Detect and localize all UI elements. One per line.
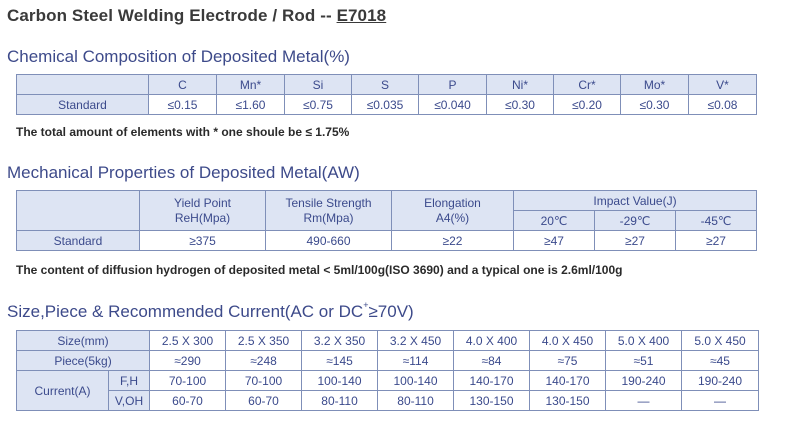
chemical-note: The total amount of elements with * one shoule be ≤ 1.75% (16, 125, 350, 139)
chemical-col: Si (285, 75, 352, 95)
piece-cell: ≈51 (606, 351, 682, 371)
piece-cell: ≈145 (302, 351, 378, 371)
size-cell: 3.2 X 350 (302, 331, 378, 351)
size-cell: 4.0 X 450 (530, 331, 606, 351)
yield-label-2: ReH(Mpa) (174, 210, 231, 225)
piece-cell: ≈75 (530, 351, 606, 371)
mechanical-cell: ≥375 (140, 231, 266, 251)
voh-cell: 80-110 (378, 391, 454, 411)
mechanical-table (16, 190, 757, 251)
chemical-cell: ≤0.20 (554, 95, 621, 115)
voh-cell: — (682, 391, 759, 411)
piece-cell: ≈114 (378, 351, 454, 371)
voh-cell: 60-70 (226, 391, 302, 411)
voh-cell: 80-110 (302, 391, 378, 411)
chemical-col: C (149, 75, 217, 95)
fh-cell: 190-240 (606, 371, 682, 391)
size-row (17, 331, 759, 351)
chemical-cell: ≤0.040 (419, 95, 487, 115)
chemical-cell: ≤0.30 (621, 95, 689, 115)
fh-cell: 70-100 (226, 371, 302, 391)
chemical-col: Ni* (487, 75, 554, 95)
fh-label: F,H (109, 371, 150, 391)
size-cell: 3.2 X 450 (378, 331, 454, 351)
yield-label-1: Yield Point (174, 195, 231, 210)
impact-header: Impact Value(J) (514, 191, 757, 211)
mechanical-heading: Mechanical Properties of Deposited Metal(AW) (7, 163, 360, 182)
voh-label: V,OH (109, 391, 150, 411)
size-heading (7, 302, 414, 322)
impact-temp: 20℃ (514, 211, 595, 231)
size-cell: 2.5 X 350 (226, 331, 302, 351)
tensile-header (266, 191, 392, 231)
chemical-cell: ≤0.15 (149, 95, 217, 115)
piece-row (17, 351, 759, 371)
fh-cell: 140-170 (530, 371, 606, 391)
mechanical-cell: ≥22 (392, 231, 514, 251)
page-title (7, 6, 386, 26)
chemical-col: V* (689, 75, 757, 95)
chemical-col: Mo* (621, 75, 689, 95)
chemical-cell: ≤0.035 (352, 95, 419, 115)
title-prefix: Carbon Steel Welding Electrode / Rod -- (7, 6, 337, 25)
chemical-cell: ≤0.08 (689, 95, 757, 115)
mechanical-cell: ≥27 (595, 231, 676, 251)
elongation-label-1: Elongation (424, 195, 481, 210)
mechanical-note: The content of diffusion hydrogen of deposited metal < 5ml/100g(ISO 3690) and a typical one is 2.6ml/100g (16, 263, 623, 277)
size-cell: 4.0 X 400 (454, 331, 530, 351)
mechanical-cell: ≥27 (676, 231, 757, 251)
chemical-cell: ≤0.30 (487, 95, 554, 115)
chemical-cell: ≤0.75 (285, 95, 352, 115)
elongation-label-2: A4(%) (435, 210, 470, 225)
mechanical-header-row (17, 191, 757, 211)
chemical-col: Mn* (217, 75, 285, 95)
title-code: E7018 (336, 6, 387, 25)
elongation-header (392, 191, 514, 231)
chemical-standard-row (17, 95, 757, 115)
voh-cell: — (606, 391, 682, 411)
fh-cell: 100-140 (378, 371, 454, 391)
tensile-label-2: Rm(Mpa) (303, 210, 354, 225)
fh-cell: 190-240 (682, 371, 759, 391)
chemical-col: P (419, 75, 487, 95)
size-cell: 2.5 X 300 (150, 331, 226, 351)
voh-cell: 60-70 (150, 391, 226, 411)
size-cell: 5.0 X 400 (606, 331, 682, 351)
chemical-col: S (352, 75, 419, 95)
piece-cell: ≈290 (150, 351, 226, 371)
mechanical-corner (17, 191, 140, 231)
size-heading-suffix: ≥70V) (368, 302, 414, 321)
fh-cell: 140-170 (454, 371, 530, 391)
current-voh-row (17, 391, 759, 411)
impact-temp: -29℃ (595, 211, 676, 231)
chemical-header-row (17, 75, 757, 95)
current-row-label: Current(A) (17, 371, 109, 411)
piece-cell: ≈45 (682, 351, 759, 371)
chemical-cell: ≤1.60 (217, 95, 285, 115)
chemical-col: Cr* (554, 75, 621, 95)
mechanical-cell: 490-660 (266, 231, 392, 251)
mechanical-row-label: Standard (17, 231, 140, 251)
tensile-label-1: Tensile Strength (285, 195, 372, 210)
size-table (16, 330, 759, 411)
mechanical-cell: ≥47 (514, 231, 595, 251)
voh-cell: 130-150 (454, 391, 530, 411)
chemical-heading: Chemical Composition of Deposited Metal(%) (7, 47, 350, 66)
chemical-row-label: Standard (17, 95, 149, 115)
piece-row-label: Piece(5kg) (17, 351, 150, 371)
piece-cell: ≈248 (226, 351, 302, 371)
chemical-corner (17, 75, 149, 95)
current-fh-row (17, 371, 759, 391)
size-cell: 5.0 X 450 (682, 331, 759, 351)
mechanical-standard-row (17, 231, 757, 251)
size-row-label: Size(mm) (17, 331, 150, 351)
size-heading-sup: + (363, 300, 369, 310)
size-heading-prefix: Size,Piece & Recommended Current(AC or DC (7, 302, 364, 321)
voh-cell: 130-150 (530, 391, 606, 411)
piece-cell: ≈84 (454, 351, 530, 371)
fh-cell: 70-100 (150, 371, 226, 391)
chemical-table (16, 74, 757, 115)
yield-header (140, 191, 266, 231)
impact-temp: -45℃ (676, 211, 757, 231)
fh-cell: 100-140 (302, 371, 378, 391)
